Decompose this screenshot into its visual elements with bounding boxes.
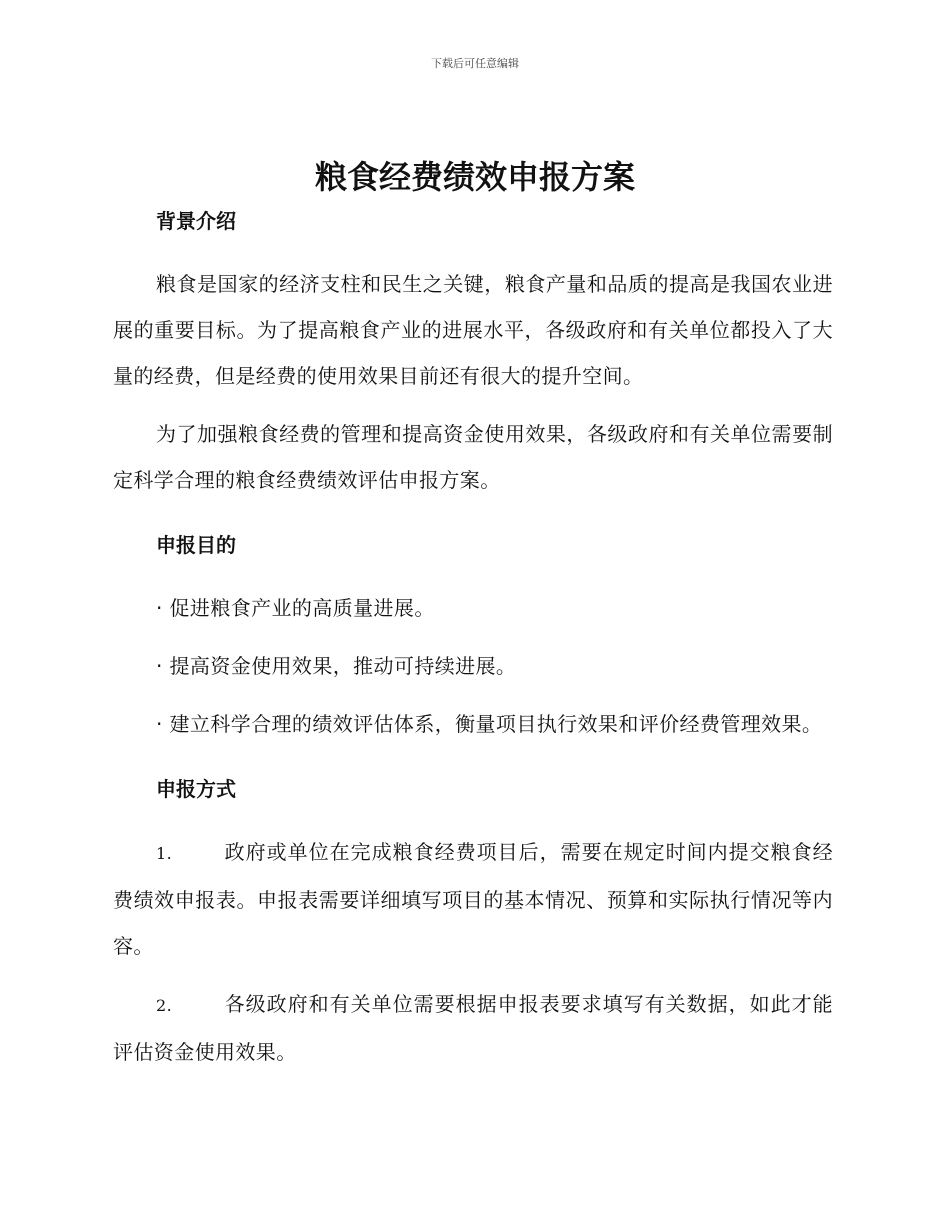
bullet-item: · 促进粮食产业的高质量进展。 bbox=[156, 596, 435, 620]
paragraph: 为了加强粮食经费的管理和提高资金使用效果，各级政府和有关单位需要制定科学合理的粮食经费绩效评估申报方案。 bbox=[113, 422, 833, 492]
numbered-item bbox=[113, 981, 833, 1075]
bullet-item: · 提高资金使用效果，推动可持续进展。 bbox=[156, 654, 517, 678]
item-text: 政府或单位在完成粮食经费项目后，需要在规定时间内提交粮食经费绩效申报表。申报表需要详细填写项目的基本情况、预算和实际执行情况等内容。 bbox=[113, 840, 833, 958]
item-number: 2. bbox=[156, 996, 173, 1015]
item-text: 各级政府和有关单位需要根据申报表要求填写有关数据，如此才能评估资金使用效果。 bbox=[113, 992, 833, 1064]
section-heading-method: 申报方式 bbox=[156, 777, 236, 801]
header-note: 下载后可任意编辑 bbox=[431, 57, 519, 70]
item-number: 1. bbox=[156, 844, 173, 863]
section-heading-purpose: 申报目的 bbox=[156, 533, 236, 557]
numbered-item bbox=[113, 829, 833, 969]
document-title: 粮食经费绩效申报方案 bbox=[314, 158, 635, 196]
spacer bbox=[113, 515, 833, 529]
bullet-item: · 建立科学合理的绩效评估体系，衡量项目执行效果和评价经费管理效果。 bbox=[156, 712, 823, 736]
section-heading-background: 背景介绍 bbox=[156, 209, 236, 233]
paragraph: 粮食是国家的经济支柱和民生之关键，粮食产量和品质的提高是我国农业进展的重要目标。为了提高粮食产业的进展水平，各级政府和有关单位都投入了大量的经费，但是经费的使用效果目前还有很大的提升空间。 bbox=[113, 272, 833, 388]
spacer bbox=[113, 759, 833, 773]
document-body bbox=[113, 205, 833, 1087]
